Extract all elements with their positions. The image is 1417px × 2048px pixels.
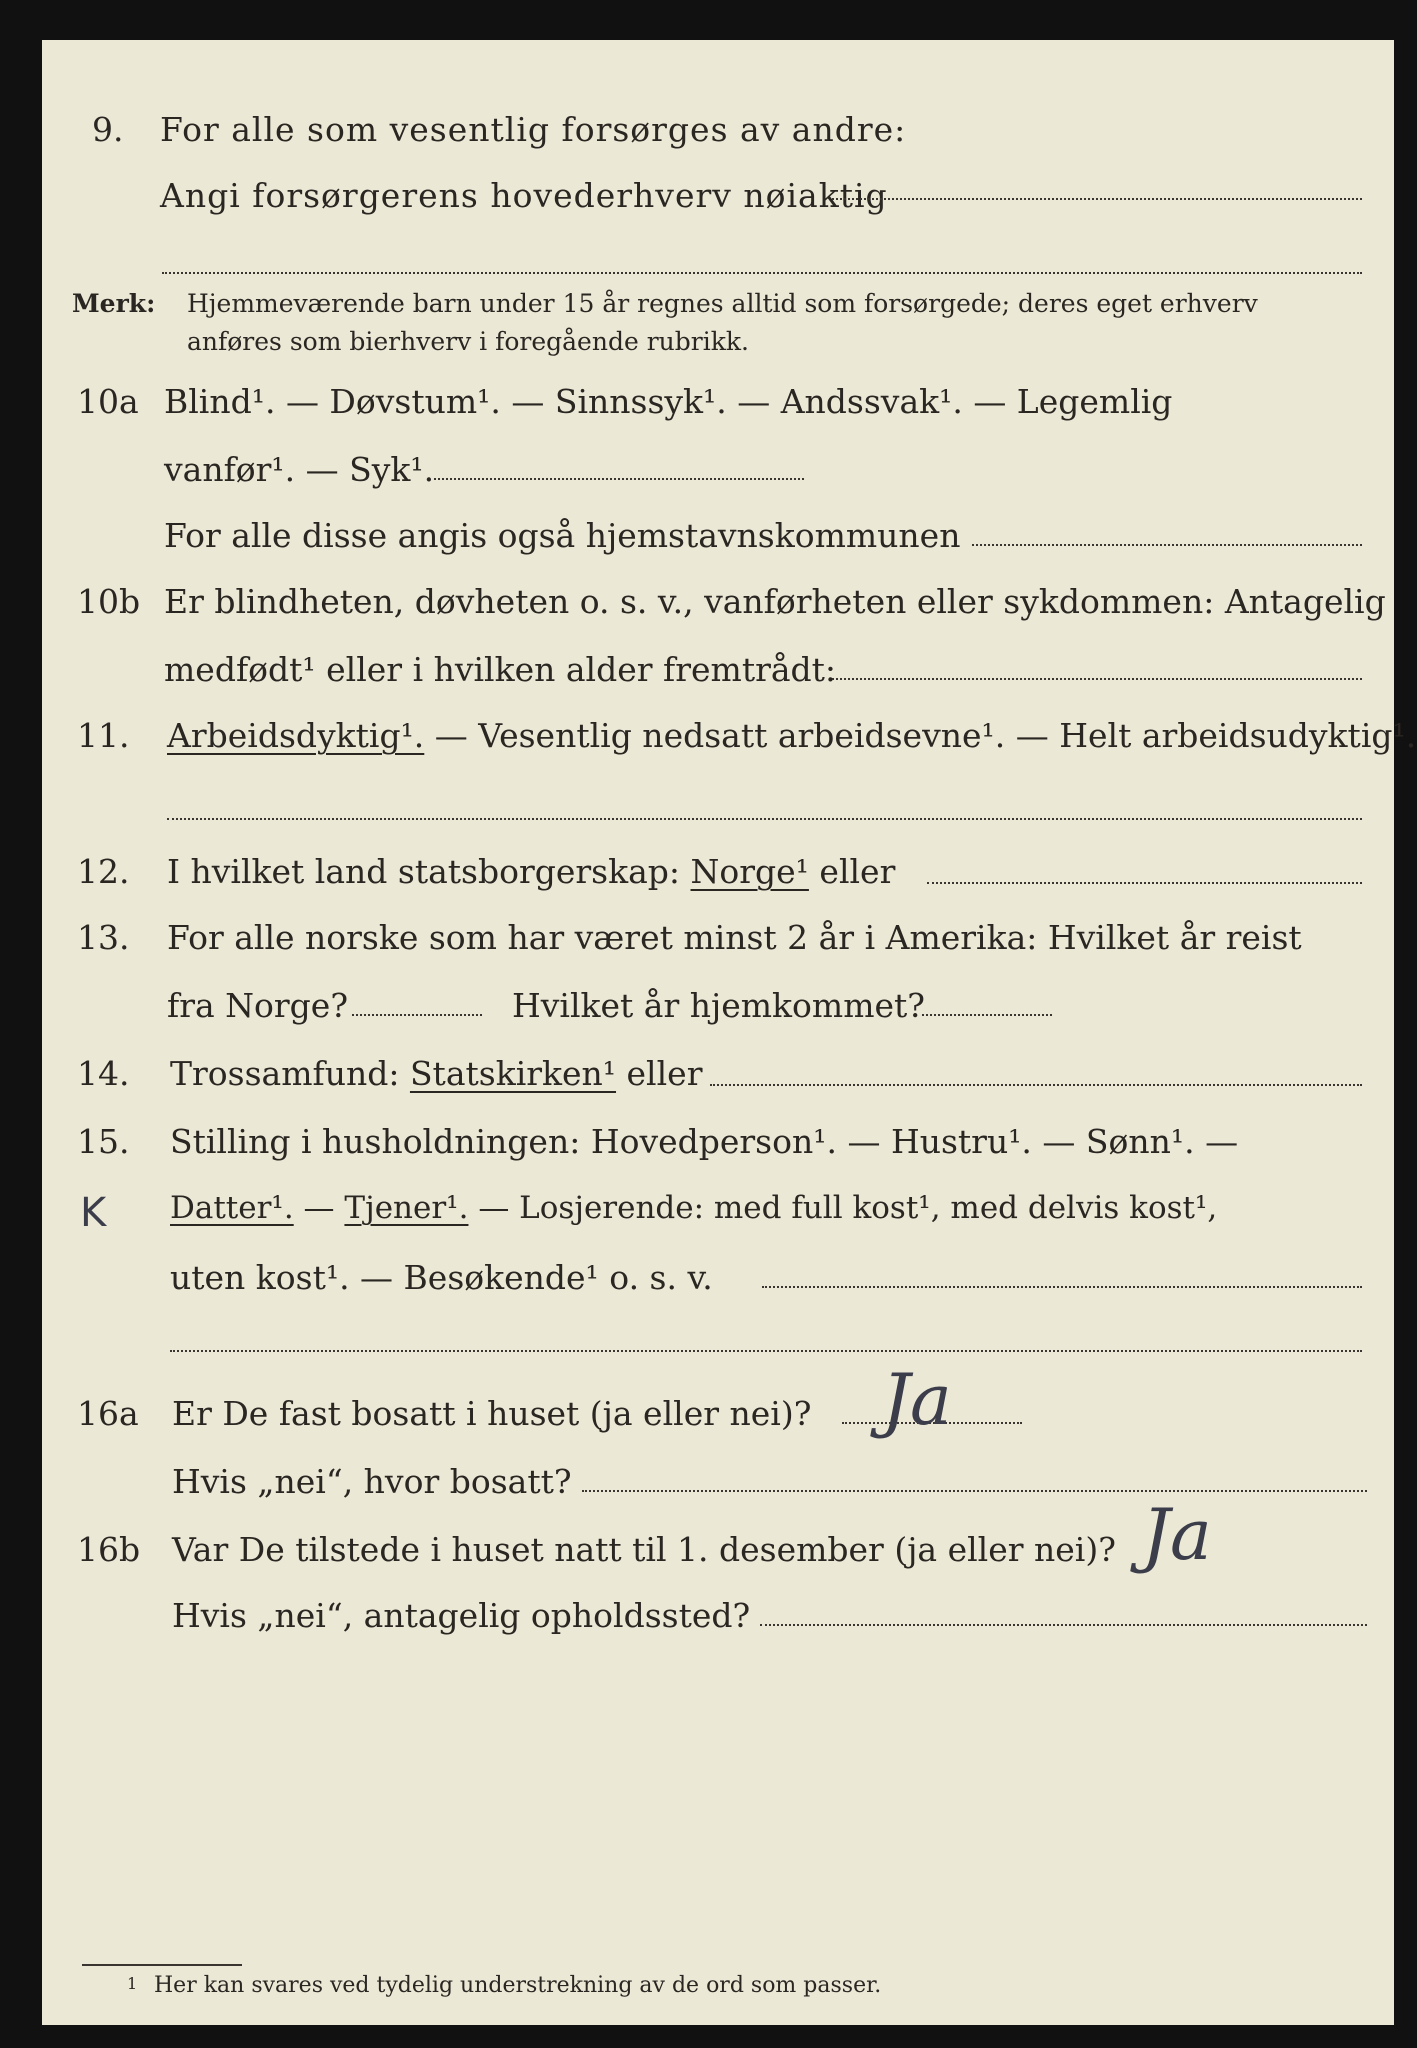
footnote-text: Her kan svares ved tydelig understrekning av de ord som passer. [154,1973,882,1998]
q15-answer-line-2 [170,1350,1362,1352]
q10a-number: 10a [77,382,139,421]
q15-dash: — [293,1190,345,1226]
q13-line1: For alle norske som har været minst 2 år i Amerika: Hvilket år reist [167,918,1302,957]
q14-number: 14. [77,1054,130,1093]
q16b-whereabouts-line [760,1624,1367,1626]
q9-answer-line-2 [162,272,1362,274]
q13-line2a: fra Norge? [167,986,349,1025]
q10a-line3: For alle disse angis også hjemstavnskommunen [164,516,961,555]
q14-answer-line [710,1084,1362,1086]
q9-number: 9. [92,110,124,149]
q13-departure-line [352,1014,482,1016]
q14-suffix: eller [616,1054,703,1093]
margin-mark: K [80,1190,107,1236]
q15-line3: uten kost¹. — Besøkende¹ o. s. v. [170,1258,713,1297]
q14-underlined-answer: Statskirken¹ [409,1054,617,1093]
q12-answer-line [927,882,1362,884]
footnote-marker: 1 [127,1974,138,1993]
q16a-line2: Hvis „nei“, hvor bosatt? [172,1462,572,1501]
q16b-line1: Var De tilstede i huset natt til 1. desember (ja eller nei)? [172,1530,1116,1569]
q10b-number: 10b [77,582,141,621]
q9-line1: For alle som vesentlig forsørges av andre: [160,110,907,149]
q11-line [167,716,1416,756]
q9-line2: Angi forsørgerens hovederhverv nøiaktig [160,176,888,215]
q12-line [167,852,895,892]
q10b-line2: medfødt¹ eller i hvilken alder fremtrådt: [164,650,837,689]
q13-line2b: Hvilket år hjemkommet? [512,986,925,1025]
q15-tjener: Tjener¹. [344,1190,469,1226]
q16b-line2: Hvis „nei“, antagelig opholdssted? [172,1596,751,1635]
q10b-line1: Er blindheten, døvheten o. s. v., vanførheten eller sykdommen: Antagelig [164,582,1386,621]
q12-number: 12. [77,852,130,891]
merk-line2: anføres som bierhverv i foregående rubrikk. [187,327,749,356]
q16a-line1: Er De fast bosatt i huset (ja eller nei)? [172,1394,812,1433]
q10a-line2: vanfør¹. — Syk¹. [164,450,435,489]
q16b-number: 16b [77,1530,141,1569]
q12-suffix: eller [808,852,896,891]
q16a-residence-line [582,1490,1367,1492]
q14-line [170,1054,702,1094]
footnote-rule [82,1964,242,1966]
q16a-number: 16a [77,1394,139,1433]
merk-label: Merk: [72,289,156,318]
q15-line1: Stilling i husholdningen: Hovedperson¹. — Hustru¹. — Sønn¹. — [170,1122,1239,1161]
merk-line1: Hjemmeværende barn under 15 år regnes alltid som forsørgede; deres eget erhverv [187,289,1258,318]
q11-answer-line [167,818,1362,820]
q14-prefix: Trossamfund: [170,1054,410,1093]
q16b-handwritten-answer: Ja [1142,1494,1212,1576]
q12-prefix: I hvilket land statsborgerskap: [167,852,691,891]
q11-rest: — Vesentlig nedsatt arbeidsevne¹. — Helt arbeidsudyktig¹. [424,716,1417,755]
q15-datter: Datter¹. [170,1190,294,1226]
q9-answer-line [832,198,1362,200]
q15-line2 [170,1188,1217,1228]
q15-line2-rest: — Losjerende: med full kost¹, med delvis kost¹, [468,1190,1218,1226]
q15-number: 15. [77,1122,130,1161]
q12-underlined-answer: Norge¹ [690,852,809,891]
q13-number: 13. [77,918,130,957]
q13-return-line [922,1014,1052,1016]
q10a-answer-line [434,478,804,480]
q10b-answer-line [832,678,1362,680]
q11-underlined-answer: Arbeidsdyktig¹. [167,716,425,755]
q11-number: 11. [77,716,130,755]
q10a-line1: Blind¹. — Døvstum¹. — Sinnssyk¹. — Andssvak¹. — Legemlig [164,382,1173,421]
q10a-hometown-line [972,544,1362,546]
q15-answer-line [762,1286,1362,1288]
q16a-handwritten-answer: Ja [882,1359,952,1441]
census-form-page [42,40,1417,2025]
